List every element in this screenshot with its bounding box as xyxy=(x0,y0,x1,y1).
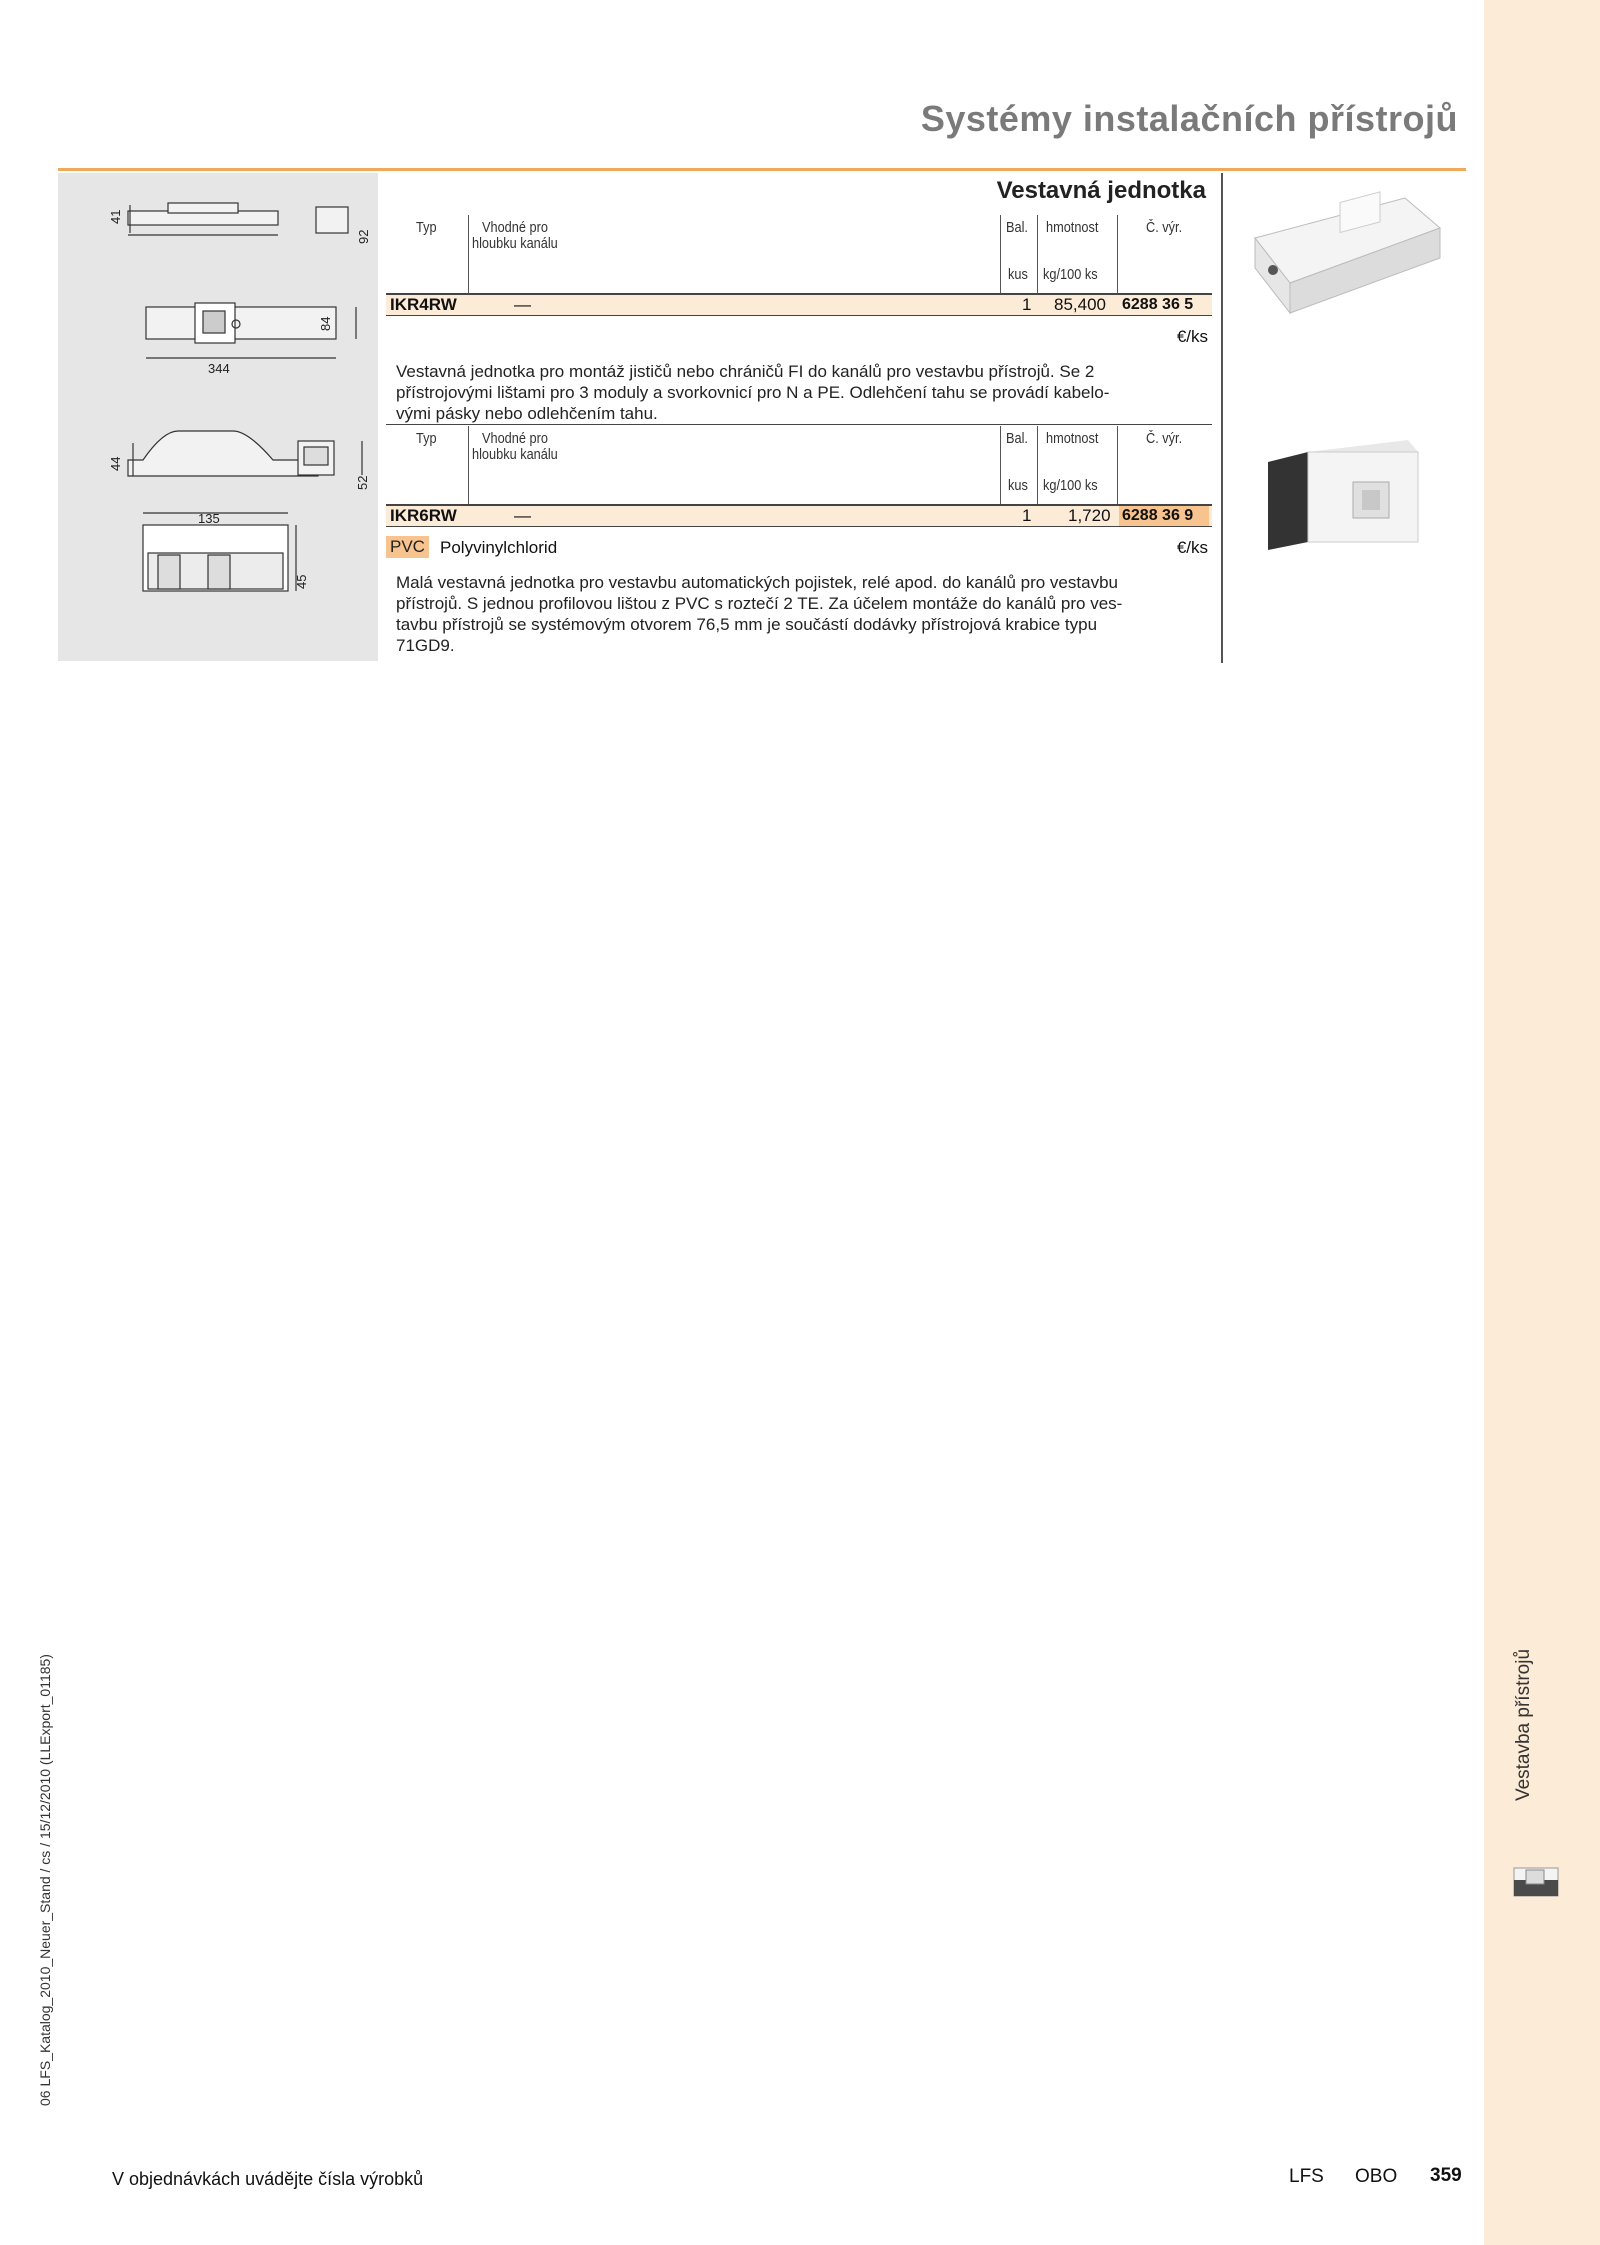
header-rule xyxy=(58,168,1466,171)
footer-brand-obo: OBO xyxy=(1355,2166,1398,2187)
header-vhodne: Vhodné pro xyxy=(482,430,548,447)
col-sep xyxy=(1117,215,1118,295)
description-line: přístrojů. S jednou profilovou lištou z PVC s roztečí 2 TE. Za účelem montáže do kanálů pro ves- xyxy=(396,594,1123,613)
header-bal: Bal. xyxy=(1006,219,1028,236)
page-title: Systémy instalačních přístrojů xyxy=(920,98,1458,139)
dim-label: 135 xyxy=(198,511,220,526)
col-sep xyxy=(1037,426,1038,506)
col-sep xyxy=(468,215,469,295)
page-number: 359 xyxy=(1430,2165,1462,2186)
dim-label: 52 xyxy=(355,475,370,490)
description-line: 71GD9. xyxy=(396,636,455,655)
unit-kus: kus xyxy=(1008,477,1028,494)
article-number[interactable]: 6288 36 9 xyxy=(1119,506,1209,526)
article-number[interactable]: 6288 36 5 xyxy=(1122,296,1194,313)
col-sep xyxy=(1037,215,1038,295)
row-bal: 1 xyxy=(1022,506,1032,525)
row-bal: 1 xyxy=(1022,295,1032,314)
price-unit: €/ks xyxy=(1176,538,1208,557)
unit-hmotnost: kg/100 ks xyxy=(1043,266,1098,283)
material-name: Polyvinylchlorid xyxy=(440,538,558,557)
col-sep xyxy=(468,426,469,506)
side-tab-thumbnail-icon xyxy=(1512,1858,1562,1908)
product-table-ikr6rw xyxy=(386,424,1212,664)
footer-note: V objednávkách uvádějte čísla výrobků xyxy=(112,2169,424,2189)
header-cvyr: Č. výr. xyxy=(1146,219,1183,236)
section-title: Vestavná jednotka xyxy=(996,177,1206,204)
dim-label: 84 xyxy=(318,316,333,331)
technical-drawing-panel xyxy=(58,173,378,661)
col-sep xyxy=(1117,426,1118,506)
header-vhodne-2: hloubku kanálu xyxy=(472,235,558,252)
header-hmotnost: hmotnost xyxy=(1046,430,1099,447)
col-sep xyxy=(1000,426,1001,506)
header-typ: Typ xyxy=(416,430,437,447)
row-typ: IKR6RW xyxy=(390,506,457,525)
product-description xyxy=(396,572,1208,656)
side-tab-label[interactable]: Vestavba přístrojů xyxy=(1513,1648,1534,1802)
content-column xyxy=(386,173,1212,213)
col-sep xyxy=(1000,215,1001,295)
row-typ: IKR4RW xyxy=(390,295,457,314)
technical-drawing xyxy=(58,173,378,661)
dim-label: 45 xyxy=(294,574,309,589)
description-line: tavbu přístrojů se systémovým otvorem 76,5 mm je součástí dodávky přístrojová krabice typu xyxy=(396,615,1098,634)
price-unit: €/ks xyxy=(1176,327,1208,346)
footer-brand-lfs: LFS xyxy=(1289,2166,1324,2187)
side-strip xyxy=(1484,0,1600,2245)
header-typ: Typ xyxy=(416,219,437,236)
row-hmotnost: 1,720 xyxy=(1068,506,1111,525)
description-line: přístrojovými lištami pro 3 moduly a svorkovnicí pro N a PE. Odlehčení tahu se provádí kabelo- xyxy=(396,383,1110,402)
dim-label: 92 xyxy=(356,229,371,244)
product-description xyxy=(396,361,1208,424)
description-line: vými pásky nebo odlehčením tahu. xyxy=(396,404,658,423)
material-badge: PVC xyxy=(386,536,429,558)
unit-hmotnost: kg/100 ks xyxy=(1043,477,1098,494)
dim-label: 344 xyxy=(208,361,230,376)
dim-label: 41 xyxy=(108,209,123,224)
header-bal: Bal. xyxy=(1006,430,1028,447)
header-vhodne-2: hloubku kanálu xyxy=(472,446,558,463)
header-hmotnost: hmotnost xyxy=(1046,219,1099,236)
header-vhodne: Vhodné pro xyxy=(482,219,548,236)
product-photo-ikr6rw xyxy=(1258,432,1430,554)
row-rule xyxy=(386,526,1212,527)
row-hmotnost: 85,400 xyxy=(1054,295,1106,314)
description-line: Malá vestavná jednotka pro vestavbu automatických pojistek, relé apod. do kanálů pro vestavbu xyxy=(396,573,1118,592)
dim-label: 44 xyxy=(108,456,123,471)
footer-vertical-note: 06 LFS_Katalog_2010_Neuer_Stand / cs / 15/12/2010 (LLExport_01185) xyxy=(37,1654,53,2106)
row-vhodne: — xyxy=(514,295,531,314)
row-vhodne: — xyxy=(514,506,531,525)
product-photo-ikr4rw xyxy=(1245,188,1445,328)
unit-kus: kus xyxy=(1008,266,1028,283)
description-line: Vestavná jednotka pro montáž jističů nebo chráničů FI do kanálů pro vestavbu přístrojů. Se 2 xyxy=(396,362,1095,381)
row-rule xyxy=(386,315,1212,316)
column-divider xyxy=(1221,173,1223,663)
header-cvyr: Č. výr. xyxy=(1146,430,1183,447)
